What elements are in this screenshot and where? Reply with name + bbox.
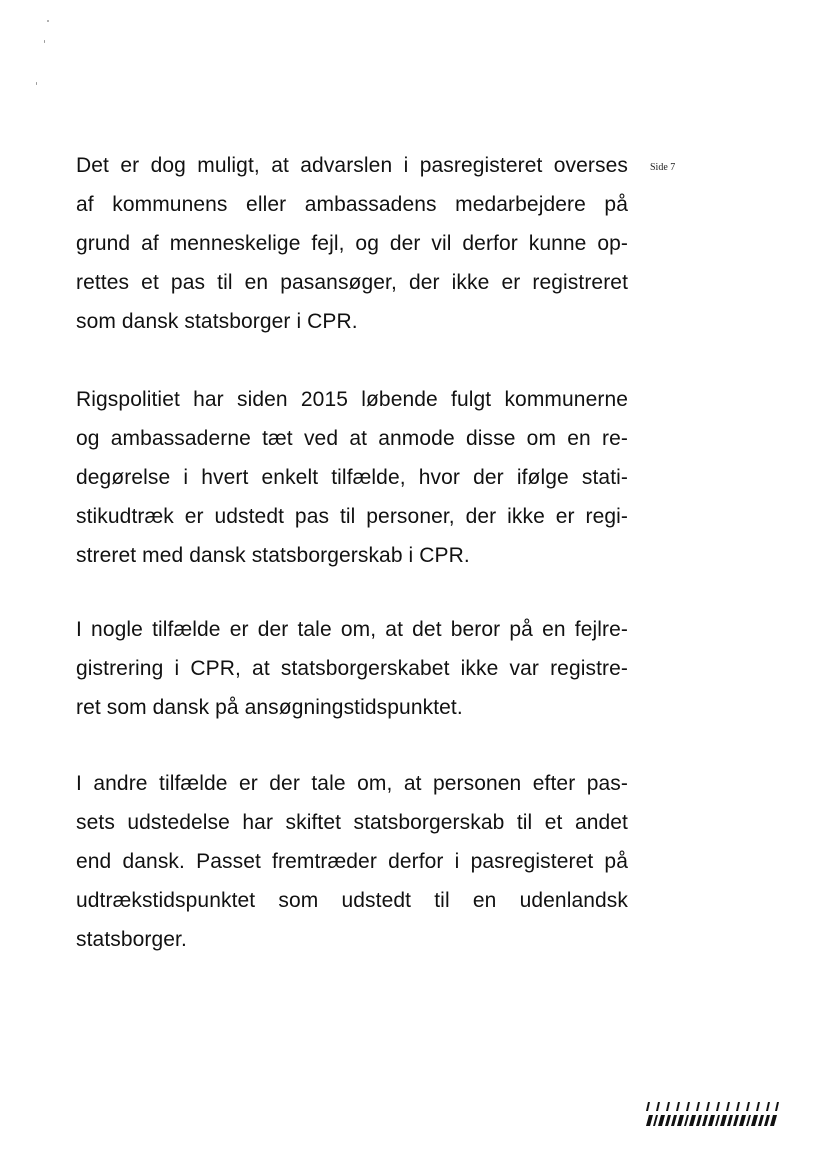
text-line: sets udstedelse har skiftet statsborgerskab til et andet — [76, 811, 628, 834]
text-line: gistrering i CPR, at statsborgerskabet ikke var registre- — [76, 657, 628, 680]
text-line: statsborger. — [76, 928, 187, 951]
text-line: degørelse i hvert enkelt tilfælde, hvor der ifølge stati- — [76, 466, 628, 489]
paragraph-3 — [76, 610, 628, 727]
scan-speck — [36, 82, 37, 85]
text-line: I nogle tilfælde er der tale om, at det beror på en fejlre- — [76, 618, 628, 641]
text-line: udtrækstidspunktet som udstedt til en udenlandsk — [76, 889, 628, 912]
text-line: stikudtræk er udstedt pas til personer, der ikke er regi- — [76, 505, 628, 528]
text-line: af kommunens eller ambassadens medarbejdere på — [76, 193, 628, 216]
text-line: og ambassaderne tæt ved at anmode disse om en re- — [76, 427, 628, 450]
text-line: Rigspolitiet har siden 2015 løbende fulgt kommunerne — [76, 388, 628, 411]
text-line: Det er dog muligt, at advarslen i pasregisteret overses — [76, 154, 628, 177]
text-line: I andre tilfælde er der tale om, at personen efter pas- — [76, 772, 628, 795]
barcode-top-row — [646, 1102, 779, 1111]
paragraph-1 — [76, 146, 628, 341]
scan-speck — [44, 40, 45, 43]
text-line: grund af menneskelige fejl, og der vil derfor kunne op- — [76, 232, 628, 255]
paragraph-4 — [76, 764, 628, 959]
text-line: ret som dansk på ansøgningstidspunktet. — [76, 696, 463, 719]
barcode-bottom-row — [646, 1115, 777, 1126]
barcode-icon — [646, 1100, 780, 1128]
paragraph-2 — [76, 380, 628, 575]
scan-speck — [47, 20, 49, 22]
text-line: som dansk statsborger i CPR. — [76, 310, 358, 333]
page-number-label: Side 7 — [650, 162, 676, 173]
text-line: rettes et pas til en pasansøger, der ikke er registreret — [76, 271, 628, 294]
text-line: streret med dansk statsborgerskab i CPR. — [76, 544, 470, 567]
text-line: end dansk. Passet fremtræder derfor i pasregisteret på — [76, 850, 628, 873]
